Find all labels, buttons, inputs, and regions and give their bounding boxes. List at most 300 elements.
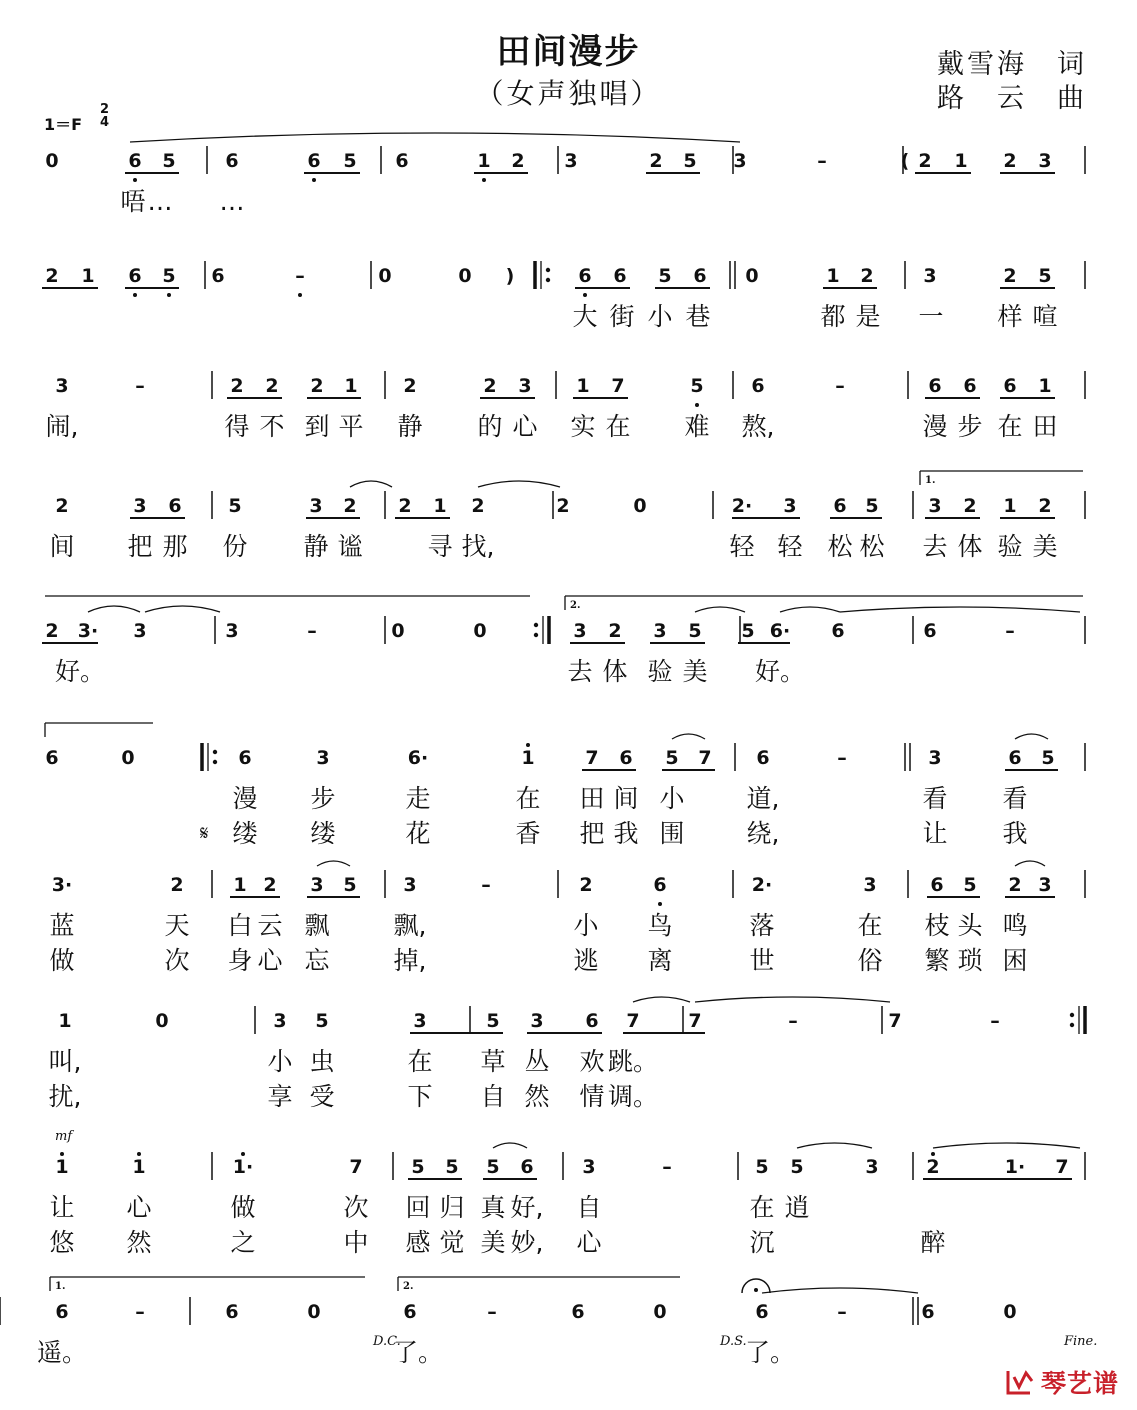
- slur: [695, 997, 890, 1002]
- note: 3: [55, 375, 69, 397]
- note: 6: [693, 265, 707, 287]
- lyric-syllable: 之: [230, 1228, 256, 1257]
- song-title: 田间漫步: [496, 32, 641, 72]
- slur: [350, 481, 392, 487]
- note: 5: [343, 874, 357, 896]
- note: 2·: [731, 495, 753, 517]
- note: 7: [611, 375, 625, 397]
- note: 0: [473, 620, 487, 642]
- lyric-syllable: 归: [439, 1193, 465, 1222]
- low-octave-dot: [133, 178, 137, 182]
- lyric-syllable: 间: [49, 532, 75, 561]
- lyric-syllable: 云: [257, 911, 283, 940]
- note: –: [837, 747, 847, 769]
- note: 6: [930, 874, 944, 896]
- note: 6: [755, 1301, 769, 1323]
- repeat-dot: [213, 750, 217, 754]
- note: 5: [963, 874, 977, 896]
- note: 5: [486, 1010, 500, 1032]
- note: 2: [608, 620, 622, 642]
- note: 6: [403, 1301, 417, 1323]
- slur: [130, 133, 740, 142]
- slur: [933, 1143, 1080, 1148]
- lyric-syllable: …: [219, 187, 245, 216]
- lyric-syllable: 体: [957, 532, 983, 561]
- lyric-syllable: 去: [567, 657, 593, 686]
- note: 5: [755, 1156, 769, 1178]
- lyric-syllable: 步: [310, 784, 336, 813]
- note: 1: [954, 150, 968, 172]
- lyric-syllable: 繁: [924, 946, 950, 975]
- note: 3: [518, 375, 532, 397]
- note: –: [487, 1301, 497, 1323]
- lyric-syllable: 缕: [232, 819, 258, 848]
- note: 5: [688, 620, 702, 642]
- lyric-syllable: 了。: [392, 1338, 444, 1367]
- note: 6·: [769, 620, 791, 642]
- note: 5: [162, 150, 176, 172]
- slur: [1015, 861, 1045, 866]
- lyric-syllable: 在: [857, 911, 883, 940]
- lyric-syllable: …: [147, 187, 173, 216]
- note: 3: [309, 495, 323, 517]
- lyric-syllable: 样: [997, 302, 1023, 331]
- high-octave-dot: [931, 1152, 935, 1156]
- lyric-syllable: 小: [573, 911, 599, 940]
- note: 3: [653, 620, 667, 642]
- composer-credit: 路 云 曲: [937, 83, 1087, 114]
- note: 3·: [51, 874, 73, 896]
- lyric-syllable: 自: [480, 1082, 506, 1111]
- note: 1: [58, 1010, 72, 1032]
- note: 3: [928, 747, 942, 769]
- note: 0: [121, 747, 135, 769]
- lyric-syllable: 感: [405, 1228, 431, 1257]
- lyric-syllable: 唔: [120, 187, 146, 216]
- lyric-syllable: 把: [579, 819, 605, 848]
- lyric-syllable: 遥。: [36, 1338, 88, 1367]
- lyric-syllable: 头: [957, 911, 983, 940]
- note: 5: [315, 1010, 329, 1032]
- note: 3: [733, 150, 747, 172]
- lyric-syllable: 到: [304, 412, 330, 441]
- volta-number: 2.: [570, 600, 581, 611]
- brand-logo: [1005, 1364, 1119, 1400]
- lyric-syllable: 验: [647, 657, 673, 686]
- note: 0: [458, 265, 472, 287]
- dynamic-marking: mf: [55, 1129, 73, 1144]
- lyric-syllable: 心: [126, 1193, 152, 1222]
- lyric-syllable: 平: [338, 412, 364, 441]
- note: 6: [128, 265, 142, 287]
- lyric-syllable: 跳。: [607, 1047, 659, 1076]
- lyric-syllable: 道,: [746, 784, 780, 813]
- note: 6: [923, 620, 937, 642]
- lyric-syllable: 中: [343, 1228, 369, 1257]
- note: 6: [520, 1156, 534, 1178]
- note: 3: [582, 1156, 596, 1178]
- lyric-syllable: 那: [162, 532, 188, 561]
- note: 0: [391, 620, 405, 642]
- lyric-syllable: 受: [309, 1082, 335, 1111]
- note: 1: [521, 747, 535, 769]
- note: 2: [471, 495, 485, 517]
- note: 6: [45, 747, 59, 769]
- note: 3: [863, 874, 877, 896]
- lyric-syllable: 得: [224, 412, 250, 441]
- note: 2: [45, 265, 59, 287]
- lyric-syllable: 次: [164, 946, 190, 975]
- lyric-syllable: 妙,: [510, 1228, 544, 1257]
- lyric-syllable: 自: [576, 1193, 602, 1222]
- note: 1: [132, 1156, 146, 1178]
- note: 2·: [751, 874, 773, 896]
- lyric-syllable: 觉: [439, 1228, 465, 1257]
- lyric-syllable: 静: [303, 532, 329, 561]
- note: 3: [1038, 150, 1052, 172]
- lyric-syllable: 一: [918, 302, 944, 331]
- note: 1: [477, 150, 491, 172]
- note: 2: [45, 620, 59, 642]
- lyric-syllable: 心: [512, 412, 538, 441]
- lyric-syllable: 虫: [309, 1047, 335, 1076]
- lyric-syllable: 大: [572, 302, 598, 331]
- note: 5: [162, 265, 176, 287]
- note: –: [788, 1010, 798, 1032]
- note: 6: [756, 747, 770, 769]
- note: 1: [233, 874, 247, 896]
- lyric-syllable: 漫: [922, 412, 948, 441]
- low-octave-dot: [167, 293, 171, 297]
- lyric-syllable: 好,: [510, 1193, 544, 1222]
- lyric-syllable: 忘: [304, 946, 330, 975]
- lyric-syllable: 鸟: [647, 911, 673, 940]
- note: 6: [225, 1301, 239, 1323]
- lyric-syllable: 落: [749, 911, 775, 940]
- note: 5: [658, 265, 672, 287]
- lyric-syllable: 难: [684, 412, 710, 441]
- lyric-syllable: 去: [922, 532, 948, 561]
- note: 5: [486, 1156, 500, 1178]
- lyric-syllable: 调。: [607, 1082, 659, 1111]
- lyric-syllable: 了。: [744, 1338, 796, 1367]
- note: 5: [1038, 265, 1052, 287]
- lyric-syllable: 心: [257, 946, 283, 975]
- note: 2: [263, 874, 277, 896]
- note: 7: [688, 1010, 702, 1032]
- note: 1: [344, 375, 358, 397]
- lyric-syllable: 天: [164, 911, 190, 940]
- lyric-syllable: 闹,: [45, 412, 79, 441]
- fine-marking: Fine.: [1064, 1334, 1098, 1349]
- note: 5: [865, 495, 879, 517]
- lyric-syllable: 白: [227, 911, 253, 940]
- note: 1: [433, 495, 447, 517]
- slur: [695, 607, 745, 612]
- note: 2: [230, 375, 244, 397]
- piano-logo-icon: [1005, 1367, 1035, 1397]
- slur: [672, 734, 705, 739]
- lyric-syllable: 丛: [524, 1047, 550, 1076]
- lyric-syllable: 醉: [920, 1228, 946, 1257]
- repeat-dot: [1070, 1023, 1074, 1027]
- lyric-syllable: 我: [613, 819, 639, 848]
- note: 1: [1003, 495, 1017, 517]
- lyric-syllable: 田: [579, 784, 605, 813]
- lyric-syllable: 间: [613, 784, 639, 813]
- low-octave-dot: [133, 293, 137, 297]
- lyric-syllable: 漫: [232, 784, 258, 813]
- repeat-dot: [546, 278, 550, 282]
- note: 6: [1008, 747, 1022, 769]
- lyric-syllable: 美: [1032, 532, 1058, 561]
- lyric-syllable: 小: [647, 302, 673, 331]
- note: 3: [928, 495, 942, 517]
- note: 3: [413, 1010, 427, 1032]
- note: 6: [921, 1301, 935, 1323]
- note: 2: [343, 495, 357, 517]
- note: 0: [155, 1010, 169, 1032]
- note: –: [135, 375, 145, 397]
- slur: [762, 1288, 918, 1293]
- slur: [478, 481, 560, 487]
- note: 0: [378, 265, 392, 287]
- note: 3: [865, 1156, 879, 1178]
- note: 5: [790, 1156, 804, 1178]
- note: 6: [395, 150, 409, 172]
- lyric-syllable: 谧: [337, 532, 363, 561]
- note: –: [135, 1301, 145, 1323]
- lyric-syllable: 看: [922, 784, 948, 813]
- note: 2: [310, 375, 324, 397]
- note: 6: [831, 620, 845, 642]
- lyric-syllable: 缕: [310, 819, 336, 848]
- lyricist-credit: 戴雪海 词: [937, 49, 1087, 80]
- lyric-syllable: 享: [267, 1082, 293, 1111]
- high-octave-dot: [60, 1152, 64, 1156]
- slur: [88, 606, 140, 612]
- note: 7: [626, 1010, 640, 1032]
- note: 2: [403, 375, 417, 397]
- repeat-dot: [213, 760, 217, 764]
- note: –: [1005, 620, 1015, 642]
- note: 6: [168, 495, 182, 517]
- lyric-syllable: 然: [524, 1082, 550, 1111]
- note: 0: [1003, 1301, 1017, 1323]
- lyric-syllable: 小: [267, 1047, 293, 1076]
- lyric-syllable: 然: [126, 1228, 152, 1257]
- slur: [780, 607, 840, 612]
- note: 2: [926, 1156, 940, 1178]
- note: 2: [55, 495, 69, 517]
- volta-number: 2.: [403, 1281, 414, 1292]
- note: 6: [928, 375, 942, 397]
- brand-logo-text: 琴艺谱: [1040, 1369, 1119, 1398]
- lyric-syllable: 蓝: [49, 911, 75, 940]
- note: 2: [579, 874, 593, 896]
- lyric-syllable: 回: [405, 1193, 431, 1222]
- lyric-syllable: 轻: [729, 532, 755, 561]
- slur: [1015, 734, 1048, 739]
- lyric-syllable: 沉: [749, 1228, 775, 1257]
- lyric-syllable: 在: [749, 1193, 775, 1222]
- note: ): [505, 265, 515, 287]
- low-octave-dot: [658, 902, 662, 906]
- note: 5: [411, 1156, 425, 1178]
- lyric-syllable: 在: [997, 412, 1023, 441]
- slur: [797, 1143, 872, 1148]
- note: 5: [1041, 747, 1055, 769]
- lyric-syllable: 不: [259, 412, 285, 441]
- note: –: [837, 1301, 847, 1323]
- volta-number: 1.: [55, 1281, 66, 1292]
- lyric-syllable: 是: [855, 302, 881, 331]
- song-subtitle: （女声独唱）: [475, 77, 662, 110]
- note: 3: [564, 150, 578, 172]
- lyric-syllable: 小: [659, 784, 685, 813]
- lyric-syllable: 在: [605, 412, 631, 441]
- lyric-syllable: 让: [922, 819, 948, 848]
- note: 5: [683, 150, 697, 172]
- note: 3: [1038, 874, 1052, 896]
- note: 6: [619, 747, 633, 769]
- lyric-syllable: 喧: [1032, 302, 1058, 331]
- note: 0: [307, 1301, 321, 1323]
- high-octave-dot: [137, 1152, 141, 1156]
- dc-marking: D.C.: [373, 1334, 401, 1349]
- note: 2: [649, 150, 663, 172]
- lyric-syllable: 美: [480, 1228, 506, 1257]
- lyric-syllable: 田: [1032, 412, 1058, 441]
- volta-number: 1.: [925, 475, 936, 486]
- lyric-syllable: 草: [480, 1047, 506, 1076]
- time-signature-bottom: 4: [100, 115, 110, 130]
- low-octave-dot: [312, 178, 316, 182]
- note: 6: [225, 150, 239, 172]
- lyric-syllable: 俗: [857, 946, 883, 975]
- lyric-syllable: 绕,: [746, 819, 780, 848]
- lyric-syllable: 次: [343, 1193, 369, 1222]
- lyric-syllable: 找,: [461, 532, 495, 561]
- slur: [633, 997, 690, 1002]
- note: 1: [55, 1156, 69, 1178]
- note: 7: [349, 1156, 363, 1178]
- ds-marking: D.S.: [720, 1334, 747, 1349]
- lyric-syllable: 体: [602, 657, 628, 686]
- note: 6: [585, 1010, 599, 1032]
- lyric-syllable: 松: [859, 532, 885, 561]
- low-octave-dot: [583, 293, 587, 297]
- lyric-syllable: 松: [827, 532, 853, 561]
- lyric-syllable: 欢: [579, 1047, 605, 1076]
- lyric-syllable: 都: [820, 302, 846, 331]
- lyric-syllable: 好。: [54, 657, 106, 686]
- repeat-dot: [1070, 1013, 1074, 1017]
- note: 2: [265, 375, 279, 397]
- lyric-syllable: 琐: [957, 946, 983, 975]
- low-octave-dot: [298, 293, 302, 297]
- repeat-dot: [546, 268, 550, 272]
- lyric-syllable: 香: [515, 819, 541, 848]
- note: 6: [211, 265, 225, 287]
- lyric-syllable: 美: [682, 657, 708, 686]
- lyric-syllable: 看: [1002, 784, 1028, 813]
- note: 2: [511, 150, 525, 172]
- note: 3: [403, 874, 417, 896]
- lyric-syllable: 世: [749, 946, 775, 975]
- note: 2: [1003, 265, 1017, 287]
- note: 6·: [407, 747, 429, 769]
- note: –: [295, 265, 305, 287]
- lyric-syllable: 下: [407, 1082, 433, 1111]
- note: 0: [653, 1301, 667, 1323]
- slur: [145, 606, 220, 612]
- lyric-syllable: 在: [407, 1047, 433, 1076]
- note: 3: [923, 265, 937, 287]
- note: 5: [343, 150, 357, 172]
- lyric-syllable: 围: [659, 819, 685, 848]
- note: 6: [751, 375, 765, 397]
- lyric-syllable: 把: [127, 532, 153, 561]
- lyric-syllable: 花: [405, 819, 431, 848]
- lyric-syllable: 验: [997, 532, 1023, 561]
- lyric-syllable: 鸣: [1002, 911, 1028, 940]
- note: 2: [170, 874, 184, 896]
- note: –: [817, 150, 827, 172]
- note: 5: [228, 495, 242, 517]
- note: 1: [81, 265, 95, 287]
- note: 3·: [77, 620, 99, 642]
- note: 3: [133, 620, 147, 642]
- lyric-syllable: 让: [49, 1193, 75, 1222]
- note: 2: [1003, 150, 1017, 172]
- segno-marking: 𝄋: [200, 821, 209, 845]
- high-octave-dot: [526, 743, 530, 747]
- note: 0: [45, 150, 59, 172]
- lyric-syllable: 悠: [49, 1228, 75, 1257]
- lyric-syllable: 好。: [754, 657, 806, 686]
- note: (: [900, 150, 910, 172]
- note: 5: [741, 620, 755, 642]
- note: –: [990, 1010, 1000, 1032]
- lyric-syllable: 飘: [304, 911, 330, 940]
- lyric-syllable: 巷: [685, 302, 711, 331]
- note: 2: [556, 495, 570, 517]
- low-octave-dot: [482, 178, 486, 182]
- note: 6: [613, 265, 627, 287]
- note: 6: [578, 265, 592, 287]
- lyric-syllable: 扰,: [48, 1082, 82, 1111]
- lyric-syllable: 实: [570, 412, 596, 441]
- lyric-syllable: 身: [227, 946, 253, 975]
- lyric-syllable: 熬,: [741, 412, 775, 441]
- lyric-syllable: 困: [1002, 946, 1028, 975]
- note: 7: [698, 747, 712, 769]
- note: 3: [316, 747, 330, 769]
- repeat-dot: [534, 633, 538, 637]
- note: 5: [445, 1156, 459, 1178]
- note: 3: [783, 495, 797, 517]
- lyric-syllable: 寻: [427, 532, 453, 561]
- note: 6: [307, 150, 321, 172]
- lyric-syllable: 的: [477, 412, 503, 441]
- note: 2: [918, 150, 932, 172]
- lyric-syllable: 街: [609, 302, 635, 331]
- slur: [493, 1143, 527, 1148]
- note: –: [481, 874, 491, 896]
- high-octave-dot: [241, 1152, 245, 1156]
- time-signature-top: 2: [100, 102, 110, 117]
